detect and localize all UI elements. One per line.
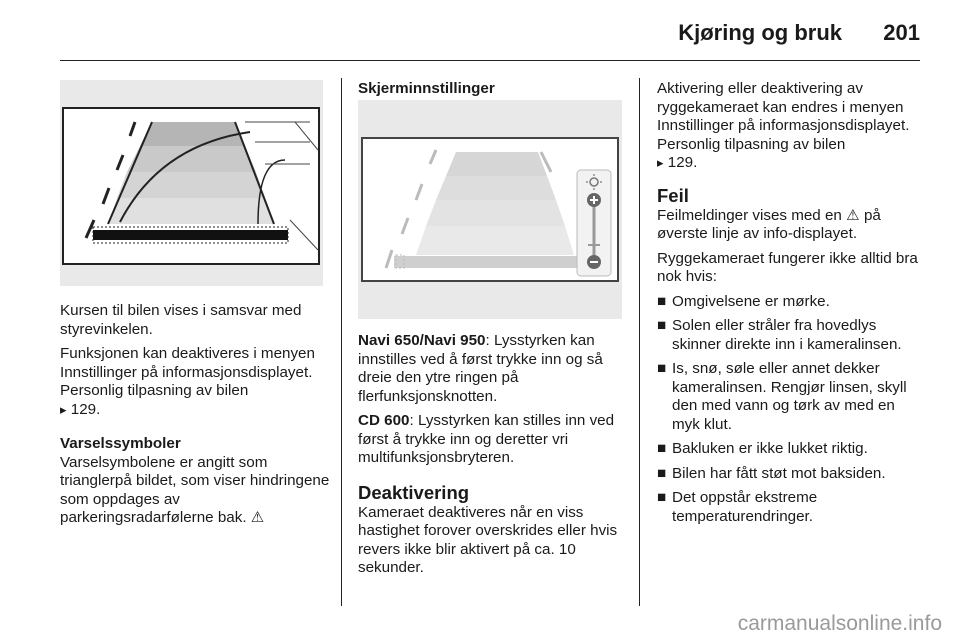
- square-bullet-icon: ■: [657, 440, 667, 457]
- paragraph-conditions: Ryggekameraet fungerer ikke alltid bra nok hvis:: [657, 249, 918, 285]
- label-navi: Navi 650/Navi 950: [358, 332, 486, 349]
- arrow-right-icon: ▸: [657, 155, 664, 170]
- heading-warning-symbols: Varselssymboler: [60, 435, 181, 452]
- paragraph-activation-text: Aktivering eller deaktivering av ryggekameraet kan endres i menyen Innstillinger på informasjonsdisplayet. Personlig tilpasning av bilen: [657, 80, 910, 153]
- square-bullet-icon: ■: [657, 464, 667, 482]
- list-item: ■ Omgivelsene er mørke.: [657, 292, 830, 310]
- watermark: carmanualsonline.info: [737, 612, 942, 635]
- paragraph-error-text-b: på øverste linje av info-displayet.: [657, 206, 881, 242]
- paragraph-error-messages: [657, 207, 922, 244]
- screen-settings-svg: [358, 100, 622, 319]
- guidelines-svg: [60, 80, 323, 286]
- list-item: ■ Is, snø, søle eller annet dekker kameralinsen. Rengjør linsen, skyll den med vann og tørk av med en myk klut.: [657, 360, 907, 433]
- column-3-text: [657, 80, 922, 532]
- square-bullet-icon: ■: [657, 292, 667, 310]
- page-reference: 129.: [667, 154, 698, 171]
- label-cd: CD 600: [358, 412, 410, 429]
- heading-error: Feil: [657, 184, 689, 206]
- paragraph-cd: [358, 412, 626, 468]
- column-1-text: [60, 302, 330, 528]
- rear-camera-guidelines-illustration: [60, 80, 323, 286]
- minus-icon: [587, 255, 601, 269]
- plus-icon: [587, 193, 601, 207]
- heading-deactivation: Deaktivering: [358, 481, 470, 503]
- conditions-list: [657, 293, 922, 527]
- page-number: 201: [883, 20, 920, 45]
- paragraph-course: Kursen til bilen vises i samsvar med styrevinkelen.: [60, 302, 302, 338]
- list-item: ■ Det oppstår ekstreme temperaturendringer.: [657, 489, 818, 525]
- screen-settings-illustration: [358, 100, 622, 319]
- list-item: ■ Bakluken er ikke lukket riktig.: [657, 440, 868, 457]
- paragraph-warning-symbols: [60, 454, 330, 528]
- text-navi: : Lysstyrken kan innstilles ved å først trykke inn og så dreie den ytre ringen på flerfunksjonsknotten.: [358, 332, 603, 405]
- arrow-right-icon: ▸: [60, 401, 67, 417]
- paragraph-navi: [358, 332, 626, 406]
- column-divider-left: [341, 78, 342, 606]
- paragraph-deactivation: Kameraet deaktiveres når en viss hastighet forover overskrides eller hvis revers ikke blir aktivert på ca. 10 sekunder.: [358, 503, 618, 576]
- text-cd: : Lysstyrken kan stilles inn ved først å trykke inn og deretter vri multifunksjonsbryteren.: [358, 412, 615, 466]
- warning-triangle-icon: ⚠: [846, 206, 860, 224]
- header-rule: [60, 60, 920, 61]
- paragraph-deactivate-text: Funksjonen kan deaktiveres i menyen Innstillinger på informasjonsdisplayet. Personlig tilpasning av bilen: [60, 345, 315, 399]
- paragraph-activation: [657, 80, 922, 173]
- list-item: ■ Solen eller stråler fra hovedlys skinner direkte inn i kameralinsen.: [657, 317, 902, 353]
- paragraph-deactivate-guidelines: [60, 345, 330, 419]
- page-reference: 129.: [70, 400, 101, 418]
- square-bullet-icon: ■: [657, 360, 667, 377]
- paragraph-warning-text: Varselsymbolene er angitt som trianglerpå bildet, som viser hindringene som oppdages av parkeringsradarfølerne bak.: [60, 453, 330, 526]
- warning-triangle-icon: ⚠: [250, 509, 265, 526]
- list-item: ■ Bilen har fått støt mot baksiden.: [657, 464, 886, 482]
- square-bullet-icon: ■: [657, 317, 667, 334]
- column-divider-right: [639, 78, 640, 606]
- square-bullet-icon: ■: [657, 489, 667, 506]
- paragraph-error-text-a: Feilmeldinger vises med en: [657, 206, 842, 224]
- column-2-heading: [358, 80, 628, 99]
- page-header-title: Kjøring og bruk: [678, 20, 842, 45]
- column-2-text: [358, 332, 626, 578]
- heading-screen-settings: Skjerminnstillinger: [358, 80, 495, 97]
